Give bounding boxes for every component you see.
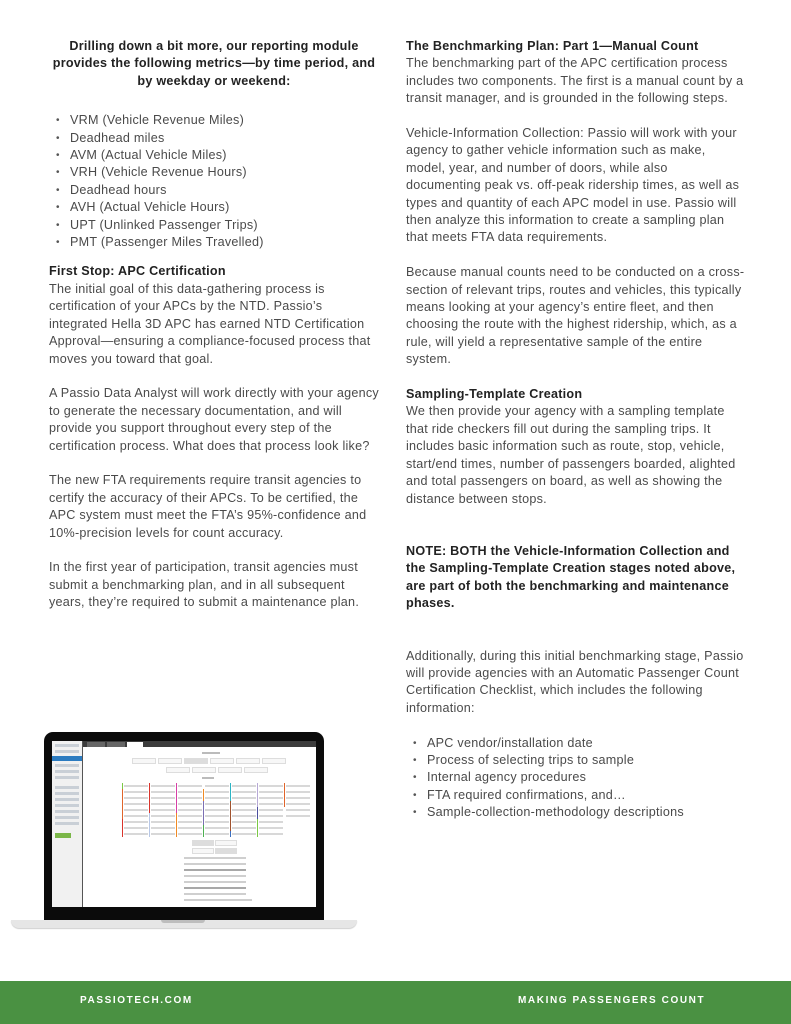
footer-tagline: MAKING PASSENGERS COUNT	[518, 995, 706, 1006]
list-item: • VRH (Vehicle Revenue Hours)	[70, 164, 379, 181]
paragraph: Additionally, during this initial benchmarking stage, Passio will provide agencies with an Automatic Passenger Count Certification Checklist, which includes the following information:	[406, 648, 744, 715]
list-item: • AVM (Actual Vehicle Miles)	[70, 147, 379, 164]
section-heading-benchmarking-plan: The Benchmarking Plan: Part 1—Manual Count	[406, 39, 699, 53]
dashboard-tabbar	[83, 741, 316, 747]
paragraph: A Passio Data Analyst will work directly with your agency to generate the necessary documentation, and will provide you support throughout every step of the certification process. What does that process look like?	[49, 386, 379, 453]
list-item: • FTA required confirmations, and…	[427, 787, 746, 804]
list-item: • VRM (Vehicle Revenue Miles)	[70, 112, 379, 129]
section-heading-sampling-template: Sampling-Template Creation	[406, 387, 583, 402]
list-item: • Internal agency procedures	[427, 769, 746, 786]
list-item: • AVH (Actual Vehicle Hours)	[70, 199, 379, 216]
laptop-screen	[52, 741, 316, 907]
paragraph: Vehicle-Information Collection: Passio will work with your agency to gather vehicle information such as make, model, year, and number of doors, while also documenting peak vs. off-peak ridership times, as well as types and quantity of each APC model in use. Passio will then analyze this information to create a sampling plan that meets FTA data requirements.	[406, 126, 740, 245]
checklist	[406, 735, 746, 822]
laptop-dashboard-image	[11, 732, 357, 930]
footer-bar	[0, 981, 791, 1024]
dashboard-sidebar	[52, 741, 83, 907]
list-item: • Deadhead hours	[70, 182, 379, 199]
paragraph: The benchmarking part of the APC certification process includes two components. The first is a manual count by a transit manager, and is grounded in the following steps.	[406, 56, 744, 106]
list-item: • Sample-collection-methodology descriptions	[427, 804, 746, 821]
right-column	[406, 38, 746, 822]
metrics-list	[49, 112, 379, 251]
laptop-bezel	[44, 732, 324, 921]
laptop-notch	[161, 920, 205, 923]
list-item: • APC vendor/installation date	[427, 735, 746, 752]
paragraph: Because manual counts need to be conducted on a cross-section of relevant trips, routes and vehicles, this typically means looking at your agency’s entire fleet, and then choosing the route with the highest ridership, which, as a rule, will yield a representative sample of the entire system.	[406, 265, 745, 367]
left-column	[49, 38, 379, 612]
paragraph: In the first year of participation, transit agencies must submit a benchmarking plan, and in all subsequent years, they’re required to submit a maintenance plan.	[49, 560, 360, 610]
section-heading-apc-certification: First Stop: APC Certification	[49, 264, 226, 279]
list-item: • Process of selecting trips to sample	[427, 752, 746, 769]
list-item: • Deadhead miles	[70, 130, 379, 147]
paragraph: The new FTA requirements require transit agencies to certify the accuracy of their APCs. To be certified, the APC system must meet the FTA’s 95%-confidence and 10%-precision levels for count accuracy.	[49, 473, 367, 540]
list-item: • UPT (Unlinked Passenger Trips)	[70, 217, 379, 234]
footer-website-link[interactable]: PASSIOTECH.COM	[80, 995, 193, 1006]
list-item: • PMT (Passenger Miles Travelled)	[70, 234, 379, 251]
paragraph: We then provide your agency with a sampling template that ride checkers fill out during the sampling trips. It includes basic information such as route, stop, vehicle, start/end times, number of passengers boarded, alighted and total passengers on board, as well as showing the distance between stops.	[406, 404, 736, 506]
metrics-intro: Drilling down a bit more, our reporting module provides the following metrics—by time period, and by weekday or weekend:	[52, 39, 376, 88]
paragraph: The initial goal of this data-gathering process is certification of your APCs by the NTD. Passio’s integrated Hella 3D APC has earned NTD Certification Approval—ensuring a compliance-focused process that moves you toward that goal.	[49, 281, 371, 366]
passio-logo	[55, 833, 71, 838]
note-paragraph: NOTE: BOTH the Vehicle-Information Collection and the Sampling-Template Creation stages noted above, are part of both the benchmarking and maintenance phases.	[406, 543, 736, 611]
